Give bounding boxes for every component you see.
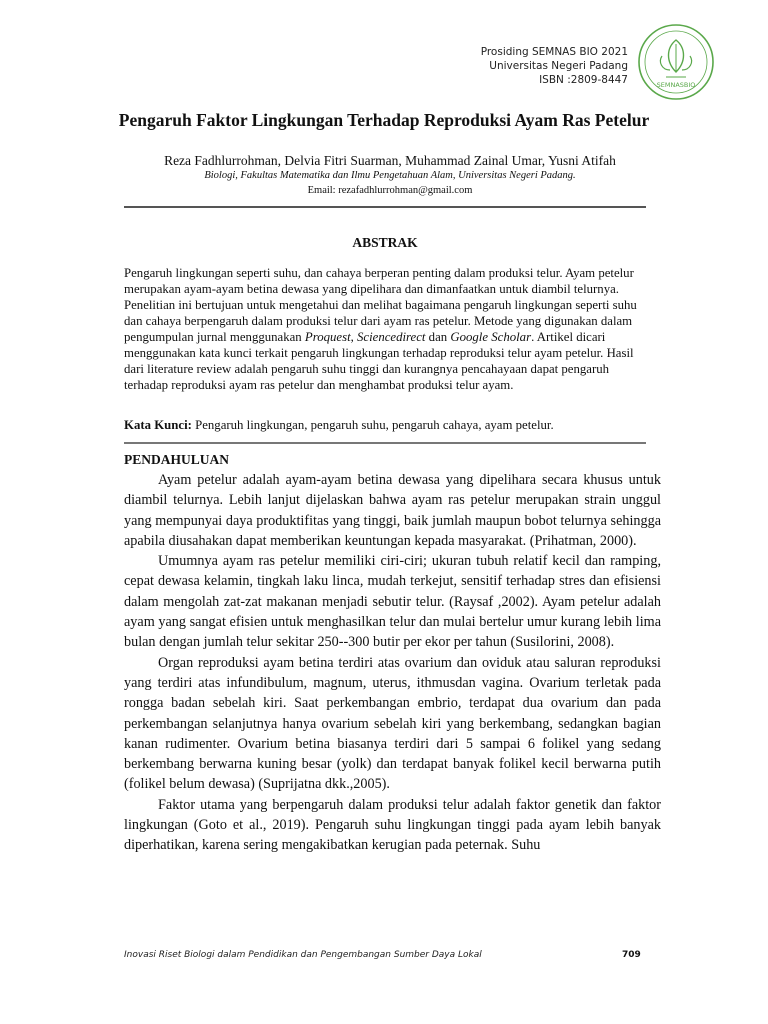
database-google-scholar: Google Scholar bbox=[450, 330, 532, 344]
affiliation: Biologi, Fakultas Matematika dan Ilmu Pengetahuan Alam, Universitas Negeri Padang. bbox=[204, 170, 576, 181]
authors: Reza Fadhlurrohman, Delvia Fitri Suarman, Muhammad Zainal Umar, Yusni Atifah bbox=[164, 153, 616, 168]
page-number: 709 bbox=[622, 950, 641, 960]
abstract-divider bbox=[124, 442, 646, 444]
introduction-body bbox=[124, 470, 661, 856]
author-email: Email: rezafadhlurrohman@gmail.com bbox=[307, 185, 473, 196]
paragraph: Umumnya ayam ras petelur memiliki ciri-ciri; ukuran tubuh relatif kecil dan ramping, cepat dewasa kelamin, tingkah laku linca, mudah terkejut, sensitif terhadap stres dan efisiensi dalam mengolah zat-zat makanan menjadi sebutir telur. (Raysaf ,2002). Ayam petelur adalah ayam yang sangat efisien untuk menghasilkan telur dan mulai bertelur umur kurang lebih lima bulan dengan jumlah telur sekitar 250--300 butir per ekor per tahun (Susilorini, 2008). bbox=[124, 553, 661, 651]
semnasbio-logo-icon bbox=[636, 22, 716, 102]
keywords bbox=[124, 418, 646, 433]
paragraph: Faktor utama yang berpengaruh dalam produksi telur adalah faktor genetik dan faktor lingkungan (Goto et al., 2019). Pengaruh suhu lingkungan tinggi pada ayam lebih banyak diperhatikan, karena sering mengakibatkan kerugian pada peternak. Suhu bbox=[124, 796, 661, 854]
paragraph: Ayam petelur adalah ayam-ayam betina dewasa yang dipelihara secara khusus untuk diambil telurnya. Lebih lanjut dijelaskan bahwa ayam ras petelur merupakan strain unggul yang mempunyai daya produktifitas yang tinggi, baik jumlah maupun bobot telurnya sehingga apabila diusahakan dapat memberikan keuntungan kepada masyarakat. (Prihatman, 2000). bbox=[124, 472, 661, 549]
paper-title: Pengaruh Faktor Lingkungan Terhadap Reproduksi Ayam Ras Petelur bbox=[118, 110, 650, 130]
database-proquest: Proquest bbox=[304, 330, 351, 344]
keywords-label: Kata Kunci: bbox=[124, 418, 192, 432]
abstract-heading: ABSTRAK bbox=[352, 235, 418, 250]
database-sciencedirect: Sciencedirect bbox=[357, 330, 426, 344]
paragraph: Organ reproduksi ayam betina terdiri atas ovarium dan oviduk atau saluran reproduksi yang terdiri atas infundibulum, magnum, uterus, ithmusdan vagina. Ovarium terletak pada rongga badan sebelah kiri. Saat perkembangan embrio, terdapat dua ovarium dan pada perkembangan selanjutnya hanya ovarium sebelah kiri yang berkembang, sedangkan bagian kanan rudimenter. Ovarium betina biasanya terdiri dari 5 sampai 6 folikel yang sedang berkembang berwarna kuning besar (yolk) dan terdapat banyak folikel kecil berwarna putih (folikel belum dewasa) (Suprijatna dkk.,2005). bbox=[124, 654, 661, 793]
header-divider bbox=[124, 206, 646, 208]
footer-text: Inovasi Riset Biologi dalam Pendidikan dan Pengembangan Sumber Daya Lokal bbox=[124, 950, 482, 960]
proceedings-name: Prosiding SEMNAS BIO 2021 bbox=[480, 46, 628, 58]
proceedings-header bbox=[481, 45, 628, 87]
keywords-text: Pengaruh lingkungan, pengaruh suhu, pengaruh cahaya, ayam petelur. bbox=[191, 418, 554, 432]
logo-text: SEMNASBIO bbox=[656, 81, 696, 89]
isbn: ISBN :2809-8447 bbox=[539, 74, 628, 86]
section-heading-introduction: PENDAHULUAN bbox=[124, 452, 230, 467]
university-name: Universitas Negeri Padang bbox=[489, 60, 628, 72]
abstract-text: Pengaruh lingkungan seperti suhu, dan cahaya berperan penting dalam produksi telur. Ayam petelur merupakan ayam-ayam betina dewasa yang dipelihara dan dimanfaatkan untuk diambil telurnya. Penelitian ini bertujuan untuk mengetahui dan melihat bagaimana pengaruh lingkungan seperti suhu dan cahaya berpengaruh dalam produksi telur dari ayam ras petelur. Metode yang digunakan dalam pengumpulan jurnal menggunakan Proquest, Sciencedirect dan Google Scholar. Artikel dicari menggunakan kata kunci terkait pengaruh lingkungan terhadap reproduksi telur ayam petelur. Hasil dari literature review adalah pengaruh suhu tinggi dan kurangnya pencahayaan dapat pengaruh terhadap reproduksi ayam ras petelur dan menghambat produksi telur ayam. bbox=[124, 266, 637, 392]
